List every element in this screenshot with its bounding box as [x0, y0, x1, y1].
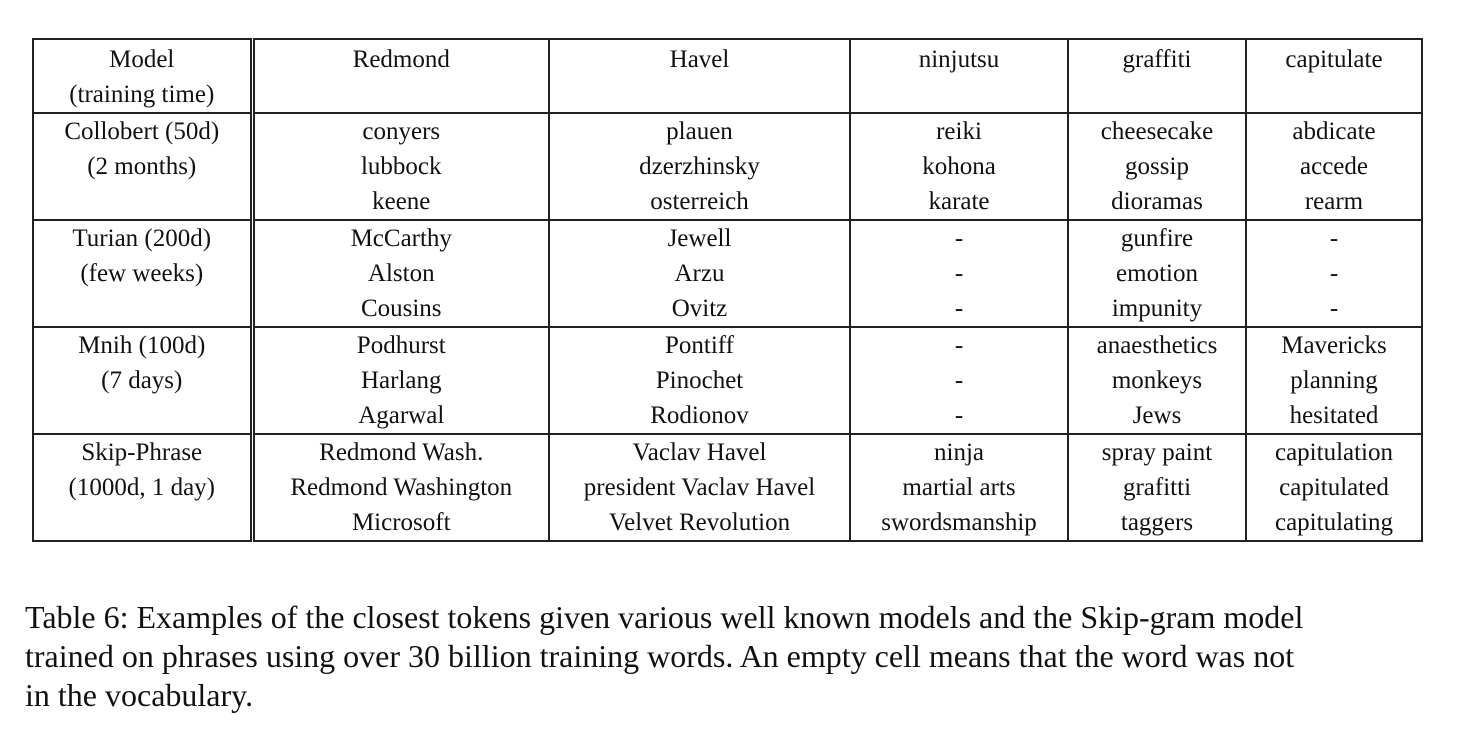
token-entry: keene: [372, 188, 431, 215]
header-model-label: Model: [109, 46, 175, 73]
token-cell: [1246, 434, 1422, 541]
token-entry: Mavericks: [1281, 332, 1387, 359]
token-entry: capitulating: [1274, 509, 1394, 536]
token-cell: [549, 220, 850, 327]
header-model-cell: [33, 39, 252, 113]
token-entry: ninja: [934, 439, 984, 466]
token-entry: Jews: [1132, 402, 1182, 429]
token-entry: abdicate: [1292, 118, 1376, 145]
comparison-table: [32, 38, 1423, 542]
token-entry: Pinochet: [655, 367, 744, 394]
table-caption: [25, 598, 1445, 715]
token-entry: Pontiff: [665, 332, 734, 359]
model-training-info: (1000d, 1 day): [68, 474, 215, 501]
token-entry: spray paint: [1101, 439, 1213, 466]
token-cell: [252, 220, 549, 327]
header-column: Havel: [549, 39, 850, 113]
token-entry: president Vaclav Havel: [583, 474, 816, 501]
token-entry: -: [954, 295, 964, 322]
token-entry: dzerzhinsky: [639, 153, 760, 180]
token-entry: karate: [928, 188, 990, 215]
token-entry: Harlang: [360, 367, 442, 394]
token-entry: monkeys: [1111, 367, 1203, 394]
token-cell: [252, 113, 549, 220]
token-entry: impunity: [1111, 295, 1203, 322]
model-training-info: (few weeks): [80, 260, 204, 287]
token-entry: capitulated: [1279, 474, 1389, 501]
model-cell: [33, 113, 252, 220]
token-entry: -: [954, 402, 964, 429]
token-entry: -: [1329, 260, 1339, 287]
token-cell: [252, 434, 549, 541]
token-entry: cheesecake: [1100, 118, 1214, 145]
token-cell: [850, 220, 1068, 327]
token-cell: [1068, 434, 1246, 541]
model-cell: [33, 434, 252, 541]
token-entry: Microsoft: [351, 509, 451, 536]
token-entry: swordsmanship: [881, 509, 1037, 536]
token-entry: Velvet Revolution: [608, 509, 791, 536]
token-entry: dioramas: [1111, 188, 1203, 215]
header-column: ninjutsu: [850, 39, 1068, 113]
token-entry: kohona: [922, 153, 996, 180]
table-row: [33, 434, 1422, 541]
caption-line: in the vocabulary.: [25, 677, 254, 713]
token-entry: hesitated: [1289, 402, 1379, 429]
token-entry: planning: [1290, 367, 1378, 394]
token-cell: [1246, 220, 1422, 327]
token-entry: rearm: [1304, 188, 1364, 215]
token-cell: [549, 327, 850, 434]
token-entry: emotion: [1116, 260, 1198, 287]
token-entry: gossip: [1125, 153, 1189, 180]
token-entry: McCarthy: [350, 225, 452, 252]
header-column: capitulate: [1246, 39, 1422, 113]
token-entry: osterreich: [650, 188, 749, 215]
token-entry: capitulation: [1274, 439, 1394, 466]
token-cell: [1068, 113, 1246, 220]
token-entry: Redmond Washington: [290, 474, 513, 501]
header-column: graffiti: [1068, 39, 1246, 113]
token-entry: martial arts: [902, 474, 1016, 501]
model-name: Skip-Phrase: [81, 439, 203, 466]
token-entry: Rodionov: [650, 402, 749, 429]
token-entry: -: [954, 367, 964, 394]
table-row: [33, 113, 1422, 220]
token-entry: conyers: [362, 118, 441, 145]
header-row: [33, 39, 1422, 113]
model-name: Turian (200d): [72, 225, 212, 252]
token-entry: gunfire: [1120, 225, 1194, 252]
token-cell: [549, 113, 850, 220]
header-column: Redmond: [252, 39, 549, 113]
token-cell: [252, 327, 549, 434]
model-training-info: (7 days): [101, 367, 183, 394]
caption-line: trained on phrases using over 30 billion training words. An empty cell means that the word was not: [25, 638, 1295, 674]
token-entry: accede: [1300, 153, 1368, 180]
model-training-info: (2 months): [87, 153, 197, 180]
token-cell: [1246, 327, 1422, 434]
token-entry: Redmond Wash.: [319, 439, 484, 466]
token-entry: Ovitz: [671, 295, 728, 322]
token-cell: [850, 113, 1068, 220]
table-row: [33, 220, 1422, 327]
model-name: Collobert (50d): [64, 118, 220, 145]
model-cell: [33, 220, 252, 327]
token-entry: lubbock: [360, 153, 442, 180]
token-entry: Arzu: [674, 260, 725, 287]
header-training-time-label: (training time): [69, 81, 215, 108]
token-cell: [549, 434, 850, 541]
token-entry: plauen: [666, 118, 733, 145]
token-entry: -: [954, 332, 964, 359]
token-entry: -: [954, 225, 964, 252]
model-name: Mnih (100d): [78, 332, 206, 359]
token-entry: anaesthetics: [1096, 332, 1218, 359]
token-entry: Cousins: [360, 295, 442, 322]
token-cell: [1068, 220, 1246, 327]
token-entry: -: [1329, 295, 1339, 322]
token-entry: taggers: [1120, 509, 1194, 536]
token-entry: Agarwal: [358, 402, 445, 429]
token-entry: Jewell: [667, 225, 732, 252]
token-entry: grafitti: [1122, 474, 1192, 501]
token-entry: Podhurst: [356, 332, 446, 359]
token-cell: [850, 327, 1068, 434]
token-cell: [1246, 113, 1422, 220]
token-entry: reiki: [936, 118, 982, 145]
caption-line: Table 6: Examples of the closest tokens given various well known models and the Skip-gram model: [25, 599, 1304, 635]
token-cell: [850, 434, 1068, 541]
token-entry: Vaclav Havel: [632, 439, 767, 466]
token-entry: Alston: [367, 260, 435, 287]
model-cell: [33, 327, 252, 434]
table-row: [33, 327, 1422, 434]
token-entry: -: [954, 260, 964, 287]
token-cell: [1068, 327, 1246, 434]
token-entry: -: [1329, 225, 1339, 252]
